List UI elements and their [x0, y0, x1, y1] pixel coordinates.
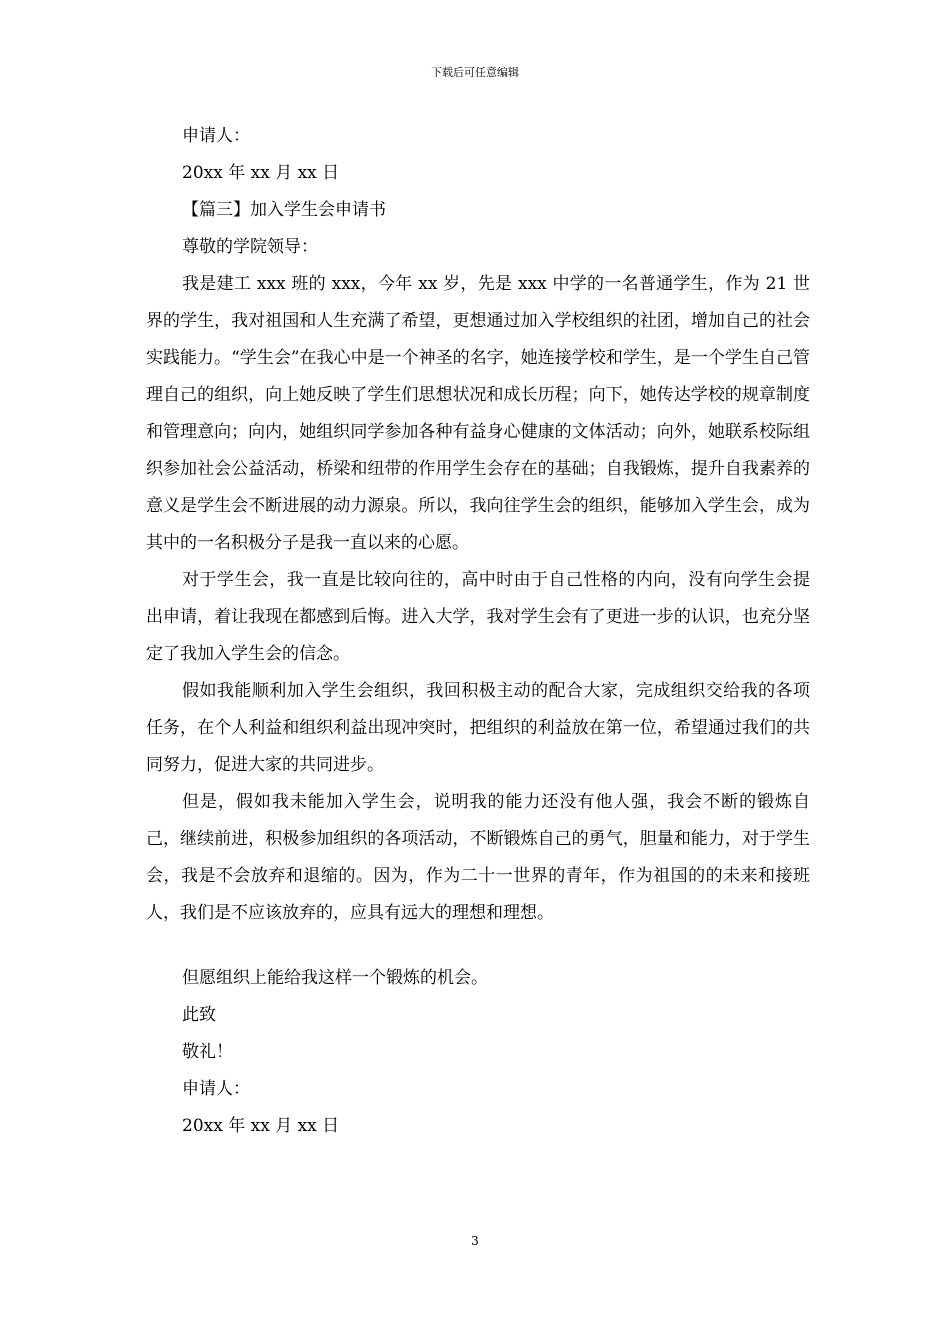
section-title: 【篇三】加入学生会申请书 [182, 200, 386, 220]
application-date: 20xx 年 xx 月 xx 日 [182, 1116, 340, 1136]
spacer [146, 932, 810, 960]
applicant-label: 申请人： [182, 1079, 250, 1099]
body-paragraph-4: 但是，假如我未能加入学生会，说明我的能力还没有他人强，我会不断的锻炼自己，继续前进，积极参加组织的各项活动，不断锻炼自己的勇气，胆量和能力，对于学生会，我是不会放弃和退缩的。因为，作为二十一世界的青年，作为祖国的的未来和接班人，我们是不应该放弃的，应具有远大的理想和理想。 [146, 792, 810, 923]
page-number: 3 [471, 1234, 479, 1248]
body-paragraph-3: 假如我能顺利加入学生会组织，我回积极主动的配合大家，完成组织交给我的各项任务，在个人利益和组织利益出现冲突时，把组织的利益放在第一位，希望通过我们的共同努力，促进大家的共同进步。 [146, 681, 810, 775]
document-body [146, 118, 810, 1145]
closing-sentence: 但愿组织上能给我这样一个锻炼的机会。 [182, 968, 488, 988]
applicant-label-top: 申请人： [182, 126, 250, 146]
body-paragraph-2: 对于学生会，我一直是比较向往的，高中时由于自己性格的内向，没有向学生会提出申请，着让我现在都感到后悔。进入大学，我对学生会有了更进一步的认识，也充分坚定了我加入学生会的信念。 [146, 570, 810, 664]
regards-line-1: 此致 [182, 1005, 216, 1025]
date-top: 20xx 年 xx 月 xx 日 [182, 163, 340, 183]
regards-line-2: 敬礼！ [182, 1042, 233, 1062]
body-paragraph-1: 我是建工 xxx 班的 xxx，今年 xx 岁，先是 xxx 中学的一名普通学生，作为 21 世界的学生，我对祖国和人生充满了希望，更想通过加入学校组织的社团，增加自己的社会实践能力。“学生会”在我心中是一个神圣的名字，她连接学校和学生，是一个学生自己管理自己的组织，向上她反映了学生们思想状况和成长历程；向下，她传达学校的规章制度和管理意向；向内，她组织同学参加各种有益身心健康的文体活动；向外，她联系校际组织参加社会公益活动，桥梁和纽带的作用学生会存在的基础；自我锻炼，提升自我素养的意义是学生会不断进展的动力源泉。所以，我向往学生会的组织，能够加入学生会，成为其中的一名积极分子是我一直以来的心愿。 [146, 274, 810, 553]
salutation: 尊敬的学院领导： [182, 237, 318, 257]
page-header: 下载后可任意编辑 [431, 66, 519, 79]
